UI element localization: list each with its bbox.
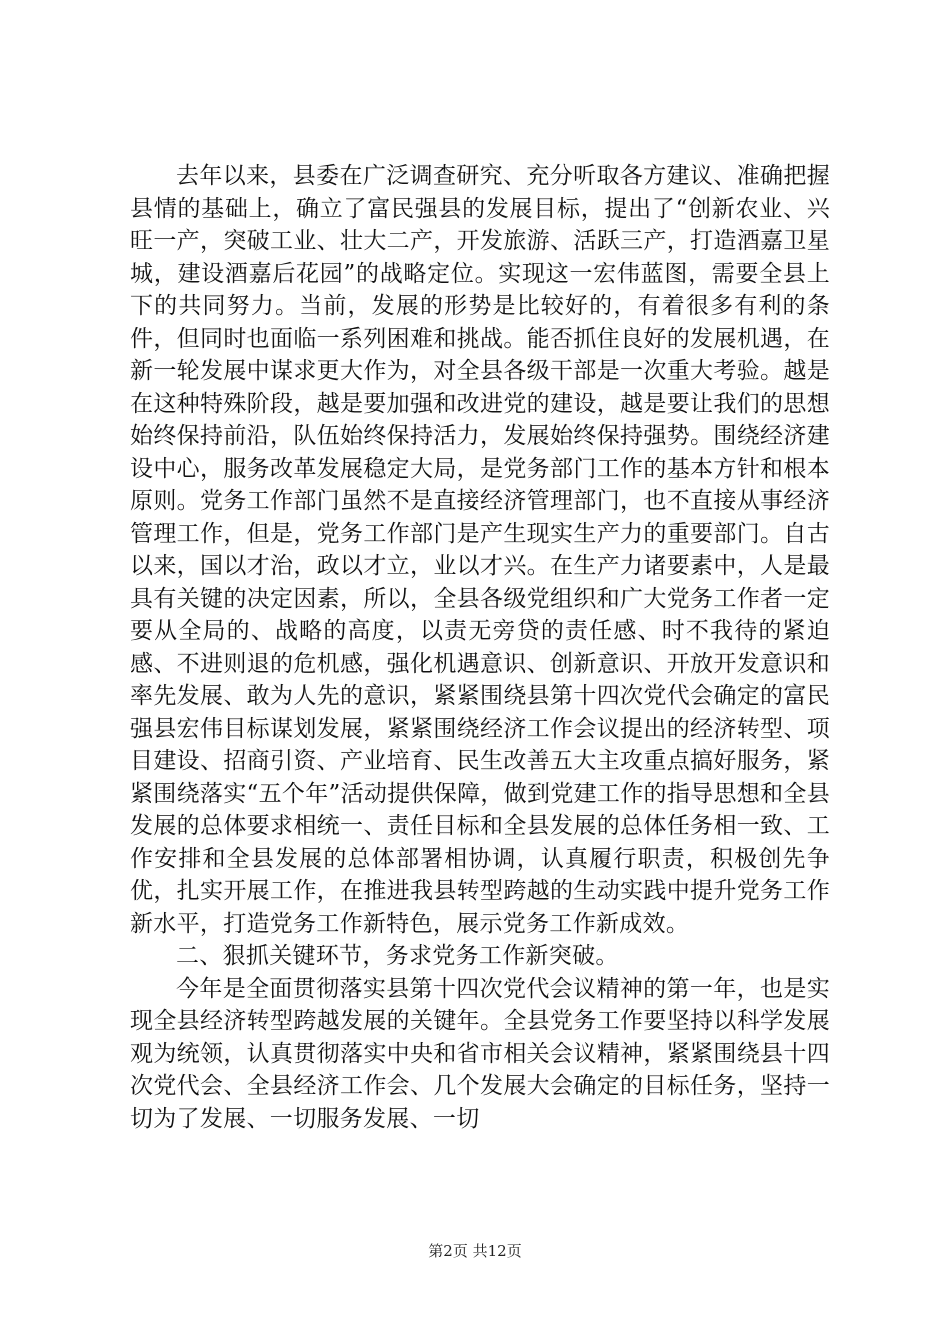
body-paragraph: 今年是全面贯彻落实县第十四次党代会议精神的第一年，也是实现全县经济转型跨越发展的关键年。全县党务工作要坚持以科学发展观为统领，认真贯彻落实中央和省市相关会议精神，紧紧围绕县十四次党代会、全县经济工作会、几个发展大会确定的目标任务，坚持一切为了发展、一切服务发展、一切 [130,975,830,1132]
section-heading: 二、狠抓关键环节，务求党务工作新突破。 [176,943,619,969]
body-paragraph: 去年以来，县委在广泛调查研究、充分听取各方建议、准确把握县情的基础上，确立了富民强县的发展目标，提出了“创新农业、兴旺一产，突破工业、壮大二产，开发旅游、活跃三产，打造酒嘉卫星城，建设酒嘉后花园”的战略定位。实现这一宏伟蓝图，需要全县上下的共同努力。当前，发展的形势是比较好的，有着很多有利的条件，但同时也面临一系列困难和挑战。能否抓住良好的发展机遇，在新一轮发展中谋求更大作为，对全县各级干部是一次重大考验。越是在这种特殊阶段，越是要加强和改进党的建设，越是要让我们的思想始终保持前沿，队伍始终保持活力，发展始终保持强势。围绕经济建设中心，服务改革发展稳定大局，是党务部门工作的基本方针和根本原则。党务工作部门虽然不是直接经济管理部门，也不直接从事经济管理工作，但是，党务工作部门是产生现实生产力的重要部门。自古以来，国以才治，政以才立，业以才兴。在生产力诸要素中，人是最具有关键的决定因素，所以，全县各级党组织和广大党务工作者一定要从全局的、战略的高度，以责无旁贷的责任感、时不我待的紧迫感、不进则退的危机感，强化机遇意识、创新意识、开放开发意识和率先发展、敢为人先的意识，紧紧围绕县第十四次党代会确定的富民强县宏伟目标谋划发展，紧紧围绕经济工作会议提出的经济转型、项目建设、招商引资、产业培育、民生改善五大主攻重点搞好服务，紧紧围绕落实“五个年”活动提供保障，做到党建工作的指导思想和全县发展的总体要求相统一、责任目标和全县发展的总体任务相一致、工作安排和全县发展的总体部署相协调，认真履行职责，积极创先争优，扎实开展工作，在推进我县转型跨越的生动实践中提升党务工作新水平，打造党务工作新特色，展示党务工作新成效。 [130,163,830,937]
document-body [130,160,830,1135]
page-number-footer: 第2页 共12页 [428,1242,522,1260]
